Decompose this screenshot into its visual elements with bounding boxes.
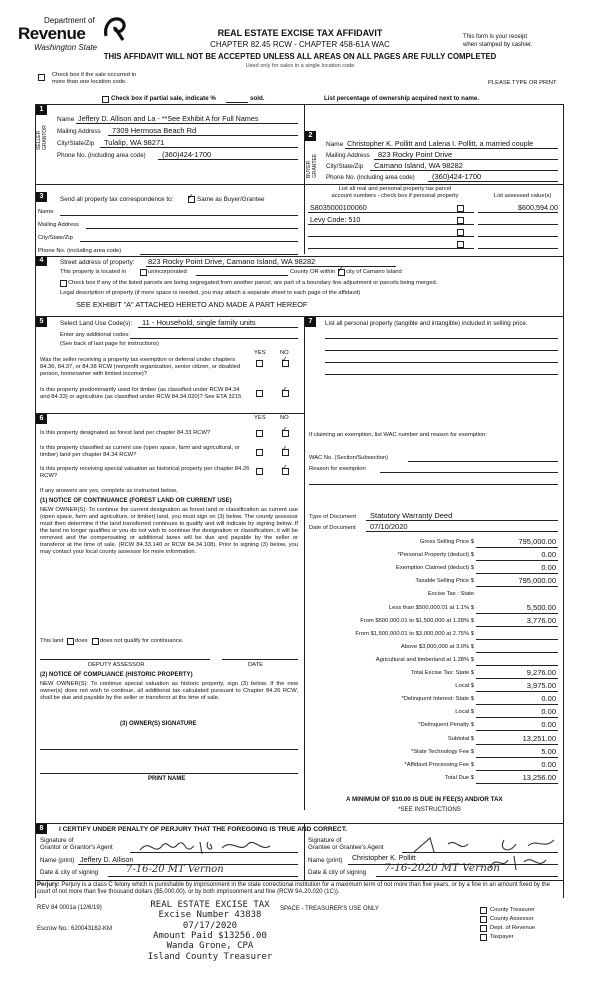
s5-q1-no-check-icon: ✓ xyxy=(281,355,288,364)
does-not-label: does not qualify for continuance. xyxy=(100,638,184,644)
s6-q1-no-check-icon: ✓ xyxy=(281,425,288,434)
land-use-label: Select Land Use Code(s): xyxy=(60,320,133,327)
dist-taxpayer: Taxpayer xyxy=(490,934,514,940)
stamp-line-5: Wanda Grone, CPA xyxy=(166,941,254,952)
tax-row-value[interactable]: 795,000.00 xyxy=(518,537,556,546)
dept-line3: Washington State xyxy=(34,43,98,52)
s6-q2-no-check-icon: ✓ xyxy=(281,444,288,453)
partial-sale-sold: sold. xyxy=(250,95,265,102)
grantor-signature-label: Signature of Grantor or Grantor's Agent xyxy=(40,837,113,852)
tax-row-label: Less than $500,000.01 at 1.1% $ xyxy=(388,604,474,611)
grantee-date-city[interactable]: 7-16-2020 MT Vernon xyxy=(384,862,500,874)
reason-exemption-label: Reason for exemption xyxy=(309,466,366,472)
minimum-fee-note: A MINIMUM OF $10.00 IS DUE IN FEE(S) AND/OR TAX xyxy=(346,796,503,803)
does-label: does xyxy=(75,638,88,644)
legal-description[interactable]: SEE EXHIBIT "A" ATTACHED HERETO AND MADE A PART HEREOF xyxy=(76,300,308,309)
tax-row-label: Total Due $ xyxy=(444,774,474,781)
s5-question-2: Is this property predominantly used for timber (as classified under RCW 84.34 and 84.33) or agriculture (as classified under RCW 84.34.020)? See ETA 3215 xyxy=(40,387,242,400)
s6-q3-yes-checkbox[interactable] xyxy=(256,468,263,475)
s5-q1-yes-checkbox[interactable] xyxy=(256,360,263,367)
see-instructions-note: *SEE INSTRUCTIONS xyxy=(398,806,461,813)
segregated-checkbox[interactable] xyxy=(60,280,67,287)
notice-compliance-title: (2) NOTICE OF COMPLIANCE (HISTORIC PROPERTY) xyxy=(40,672,193,678)
date-document-label: Date of Document xyxy=(309,525,356,531)
form-title: REAL ESTATE EXCISE TAX AFFIDAVIT xyxy=(217,28,383,38)
stamp-line-4: Amount Paid $13256.00 xyxy=(153,931,267,942)
date-document[interactable]: 07/10/2020 xyxy=(370,522,408,531)
tax-row-value[interactable]: 9,276.00 xyxy=(526,668,556,677)
multi-location-checkbox[interactable] xyxy=(38,74,45,81)
unincorporated-label: unincorporated xyxy=(148,269,187,275)
deputy-assessor-label: DEPUTY ASSESSOR xyxy=(88,662,145,668)
section-7-number: 7 xyxy=(305,317,316,327)
type-document-label: Type of Document xyxy=(309,514,357,520)
tax-row-label: Taxable Selling Price $ xyxy=(415,578,474,585)
tax-row-value[interactable]: 0.00 xyxy=(541,550,556,560)
seller-phone[interactable]: (360)424-1700 xyxy=(162,150,212,159)
dist-county-treasurer-checkbox[interactable] xyxy=(480,907,487,914)
s6-q1-yes-checkbox[interactable] xyxy=(256,430,263,437)
levy-code[interactable]: Levy Code: 510 xyxy=(310,215,361,224)
seller-city-label: City/State/Zip xyxy=(57,140,95,147)
grantor-date-city-label: Date & city of signing xyxy=(40,869,99,876)
grantee-print-name[interactable]: Christopher K. Pollitt xyxy=(352,855,416,862)
tax-row-label: Above $3,000,000 at 3.0% $ xyxy=(400,643,474,650)
this-land-label: This land xyxy=(40,638,64,644)
seller-side-label: SELLER GRANTOR xyxy=(36,125,48,150)
tax-row-label: Agricultural and timberland at 1.28% $ xyxy=(375,656,474,663)
seller-name-label: Name xyxy=(57,116,75,123)
tax-row-label: *Personal Property (deduct) $ xyxy=(397,552,474,559)
parcel-number-1[interactable]: S8035000100060 xyxy=(310,203,367,212)
form-revision: REV 84 0001a (12/6/19) xyxy=(37,905,102,911)
street-address-label: Street address of property: xyxy=(60,259,135,266)
stamp-line-3: 07/17/2020 xyxy=(182,920,238,931)
same-as-buyer-label: Same as Buyer/Grantee xyxy=(197,196,265,203)
segregated-label: Check box if any of the listed parcels are being segregated from another parcel, are part of a boundary line adjustment or parcels being merged. xyxy=(68,280,438,286)
tax-row-value[interactable]: 0.00 xyxy=(541,720,556,730)
tax-row-value[interactable]: 0.00 xyxy=(541,759,556,769)
tax-row-label: *Delinquent Interest: State $ xyxy=(401,696,474,703)
personal-property-checkbox-2[interactable] xyxy=(457,217,464,224)
form-warning: THIS AFFIDAVIT WILL NOT BE ACCEPTED UNLESS ALL AREAS ON ALL PAGES ARE FULLY COMPLETED xyxy=(103,52,497,61)
s5-q2-yes-checkbox[interactable] xyxy=(256,390,263,397)
section-1-number: 1 xyxy=(36,105,47,115)
within-city-check-icon: ✓ xyxy=(337,265,344,274)
buyer-mailing-label: Mailing Address xyxy=(326,152,370,159)
buyer-phone-label: Phone No. (including area code) xyxy=(326,174,415,181)
notice-compliance-text: NEW OWNER(S): To continue special valuation as historic property, sign (3) below. If the new owner(s) does not wish to continue, all additional tax calculated pursuant to Chapter 84.26 RCW, shall be due and payable by the seller or transferor at the time of sale. xyxy=(40,681,298,701)
s3-phone-label: Phone No. (including area code) xyxy=(38,248,122,254)
tax-row-label: Total Excise Tax: State $ xyxy=(410,670,474,676)
assessed-header: List assessed value(s) xyxy=(494,193,552,199)
partial-sale-label: Check box if partial sale, indicate % xyxy=(111,95,216,102)
claiming-exemption-label: If claiming an exemption, list WAC number and reason for exemption: xyxy=(309,432,487,438)
treasurer-use-only: SPACE - TREASURER'S USE ONLY xyxy=(280,906,379,912)
s6-yes-header: YES xyxy=(254,415,266,421)
grantee-name-label: Name (print) xyxy=(308,857,343,864)
tax-row-label: Exemption Claimed (deduct) $ xyxy=(396,565,474,572)
grantor-name-label: Name (print) xyxy=(40,857,75,864)
tax-row-label: *Delinquent Penalty $ xyxy=(418,722,474,729)
s3-city-label: City/State/Zip xyxy=(38,235,73,241)
seller-mailing-address[interactable]: 7309 Hermosa Beach Rd xyxy=(112,126,197,135)
does-qualify-checkbox[interactable] xyxy=(67,638,74,645)
city-of-label: city of Camano Island xyxy=(346,269,402,275)
does-not-qualify-checkbox[interactable] xyxy=(92,638,99,645)
tax-row-value[interactable]: 0.00 xyxy=(541,563,556,573)
s6-question-3: Is this property receiving special valuation as historical property per chapter 84.26 RCW? xyxy=(40,466,250,479)
please-type-print: PLEASE TYPE OR PRINT xyxy=(488,80,557,86)
s6-question-1: Is this property designated as forest land per chapter 84.33 RCW? xyxy=(40,430,211,436)
dist-county-treasurer: County Treasurer xyxy=(490,907,535,913)
assessor-date-label: DATE xyxy=(248,662,264,668)
grantee-date-city-label: Date & city of signing xyxy=(308,869,367,876)
grantor-signature[interactable] xyxy=(136,836,286,861)
dist-dept-revenue-checkbox[interactable] xyxy=(480,925,487,932)
tax-row-label: From $1,500,000.01 to $3,000,000 at 2.75% $ xyxy=(355,630,474,637)
same-as-buyer-check-icon: ✓ xyxy=(187,192,194,201)
tax-row-label: From $500,000.01 to $1,500,000 at 1.28% $ xyxy=(360,617,474,624)
buyer-name[interactable]: Christopher K. Pollitt and Lalena I. Pollitt, a married couple xyxy=(347,139,534,148)
excise-tax-stamp xyxy=(130,900,290,962)
tax-row-label: *Affidavit Processing Fee $ xyxy=(404,761,474,768)
perjury-statement xyxy=(37,882,561,896)
s5-question-1: Was the seller receiving a property tax exemption or deferral under chapters 84.36, 84.37, or 84.38 RCW (nonprofit organization, senior citizen, or disabled person, homeowner with limited income)? xyxy=(40,357,241,377)
seller-phone-label: Phone No. (including area code) xyxy=(57,152,146,159)
personal-property-checkbox-4[interactable] xyxy=(457,241,464,248)
s6-no-header: NO xyxy=(280,415,289,421)
grantee-signature-label: Signature of Grantee or Grantee's Agent xyxy=(308,837,384,852)
property-street-address[interactable]: 823 Rocky Point Drive, Camano Island, WA 98282 xyxy=(148,257,316,266)
grantor-print-name[interactable]: Jeffery D. Allison xyxy=(80,855,134,864)
section-2-number: 2 xyxy=(305,131,316,141)
personal-property-checkbox-3[interactable] xyxy=(457,229,464,236)
grantor-signature-scribble-icon xyxy=(136,836,286,858)
unincorporated-checkbox[interactable] xyxy=(140,269,147,276)
legal-description-label: Legal description of property (if more space is needed, you may attach a separate sheet to each page of the affidavit) xyxy=(60,290,361,296)
section-3-number: 3 xyxy=(36,192,47,202)
county-or-label: County OR within xyxy=(290,269,336,275)
buyer-city-label: City/State/Zip xyxy=(326,163,364,170)
personal-property-checkbox-1[interactable] xyxy=(457,205,464,212)
section-8-number: 8 xyxy=(36,824,47,834)
form-chapter: CHAPTER 82.45 RCW - CHAPTER 458-61A WAC xyxy=(210,40,390,49)
section-5-number: 5 xyxy=(36,317,47,327)
single-location-note: Used only for sales in a single location code xyxy=(245,63,355,69)
s5-yes-header: YES xyxy=(254,350,266,356)
section-6-number: 6 xyxy=(36,414,47,424)
tax-row-value[interactable]: 5,500.00 xyxy=(526,602,556,612)
tax-row-value[interactable]: 0.00 xyxy=(541,694,556,704)
seller-city-state-zip[interactable]: Tulalip, WA 98271 xyxy=(104,138,165,147)
section-4-number: 4 xyxy=(36,256,47,266)
seller-name[interactable]: Jeffery D. Allison and La - **See Exhibit A for Full Names xyxy=(78,114,259,123)
tax-row-label: *State Technology Fee $ xyxy=(410,748,474,755)
located-in-label: This property is located in xyxy=(60,269,127,275)
print-name-label: PRINT NAME xyxy=(148,776,186,782)
partial-sale-checkbox[interactable] xyxy=(102,96,109,103)
additional-codes-label: Enter any additional codes: xyxy=(60,332,130,338)
dist-dept-revenue: Dept. of Revenue xyxy=(490,925,536,931)
escrow-number: Escrow No.: 620043162-KM xyxy=(37,926,113,932)
land-use-code[interactable]: 11 - Household, single family units xyxy=(142,318,256,327)
s6-question-2: Is this property classified as current use (open space, farm and agricultural, or timber) land per chapter 84.34 RCW? xyxy=(40,445,240,458)
tax-row-label: Excise Tax : State xyxy=(428,591,474,598)
tax-row-value[interactable]: 3,776.00 xyxy=(526,615,556,625)
stamp-line-6: Island County Treasurer xyxy=(147,951,273,962)
personal-property-label: List all personal property (tangible and intangible) included in selling price. xyxy=(325,320,528,327)
see-back-label: (See back of last page for instructions) xyxy=(60,341,159,347)
if-yes-label: If any answers are yes, complete as instructed below. xyxy=(40,488,178,494)
dist-taxpayer-checkbox[interactable] xyxy=(480,934,487,941)
receipt-note: This form is your receipt when stamped by cashier. xyxy=(463,34,533,48)
buyer-phone[interactable]: (360)424-1700 xyxy=(432,172,482,181)
tax-row-value[interactable]: 795,000.00 xyxy=(518,576,556,586)
tax-row-label: Gross Selling Price $ xyxy=(419,539,474,545)
tax-row-label: Subtotal $ xyxy=(447,735,474,742)
buyer-name-label: Name xyxy=(326,141,344,148)
tax-row-value[interactable]: 0.00 xyxy=(541,707,556,717)
s3-name-label: Name xyxy=(38,209,54,215)
buyer-city-state-zip[interactable]: Camano Island, WA 98282 xyxy=(374,161,463,170)
s3-mailing-label: Mailing Address xyxy=(38,222,79,228)
buyer-side-label: BUYER GRANTEE xyxy=(306,153,318,178)
tax-row-value[interactable]: 13,251.00 xyxy=(522,733,556,743)
assessed-value-1[interactable]: $600,594.00 xyxy=(518,203,558,212)
tax-row-value[interactable]: 3,975.00 xyxy=(526,681,556,691)
notice-continuance-text: NEW OWNER(S): To continue the current designation as forest land or classification as current use (open space, farm and agriculture, or timber) land, you must sign on (3) below. The county assessor must then determine if the land transferred continues to qualify and will indicate by signing below. If the land no longer qualifies or you do not wish to continue the designation or classification, it will be removed and the compensating or additional taxes will be due and payable by the seller or transferor at the time of sale. (RCW 84.33.140 or RCW 84.34.108). Prior to signing (3) below, you may contact your local county assessor for more information. xyxy=(40,507,298,555)
wac-number-label: WAC No. (Section/Subsection) xyxy=(309,455,389,461)
s6-q2-yes-checkbox[interactable] xyxy=(256,449,263,456)
send-correspondence-label: Send all property tax correspondence to: xyxy=(60,196,174,203)
tax-row-label: Local $ xyxy=(455,683,474,690)
tax-row-value[interactable]: 13,256.00 xyxy=(522,772,556,782)
notice-continuance-title: (1) NOTICE OF CONTINUANCE (FOREST LAND OR CURRENT USE) xyxy=(40,498,232,504)
list-percentage-note: List percentage of ownership acquired next to name. xyxy=(324,95,480,102)
stamp-line-2: Excise Number 43838 xyxy=(158,910,262,921)
type-document[interactable]: Statutory Warranty Deed xyxy=(370,511,453,520)
buyer-mailing-address[interactable]: 823 Rocky Point Drive xyxy=(378,150,453,159)
owner-signature-label: (3) OWNER(S) SIGNATURE xyxy=(120,721,197,727)
perjury-text: Perjury is a class C felony which is punishable by imprisonment in the state correctional institution for a maximum term of not more than five years, or by a fine in an amount fixed by the court of not more than five thousand dollars ($5,000.00), or by both imprisonment and fine (RCW 9A.20.020 (1C)). xyxy=(37,882,550,896)
stamp-line-1: REAL ESTATE EXCISE TAX xyxy=(150,900,270,910)
dist-county-assessor-checkbox[interactable] xyxy=(480,916,487,923)
s5-q2-no-check-icon: ✓ xyxy=(281,385,288,394)
s6-q3-no-check-icon: ✓ xyxy=(281,463,288,472)
grantor-date-city[interactable]: 7-16-20 MT Vernon xyxy=(126,864,224,875)
s5-no-header: NO xyxy=(280,350,289,356)
multi-location-label: Check box if the sale occurred in more than one location code. xyxy=(52,72,137,85)
perjury-label: Perjury: xyxy=(37,882,60,888)
tax-row-value[interactable]: 5.00 xyxy=(541,746,556,756)
certify-statement: I CERTIFY UNDER PENALTY OF PERJURY THAT THE FOREGOING IS TRUE AND CORRECT. xyxy=(59,826,347,833)
dist-county-assessor: County Assessor xyxy=(490,916,534,922)
dept-line2: Revenue xyxy=(18,24,86,43)
dept-line1: Department of xyxy=(44,16,95,25)
parcel-header: List all real and personal property tax parcel account numbers - check box if personal property xyxy=(331,186,459,199)
tax-row-label: Local $ xyxy=(455,709,474,716)
seller-mailing-label: Mailing Address xyxy=(57,128,101,135)
